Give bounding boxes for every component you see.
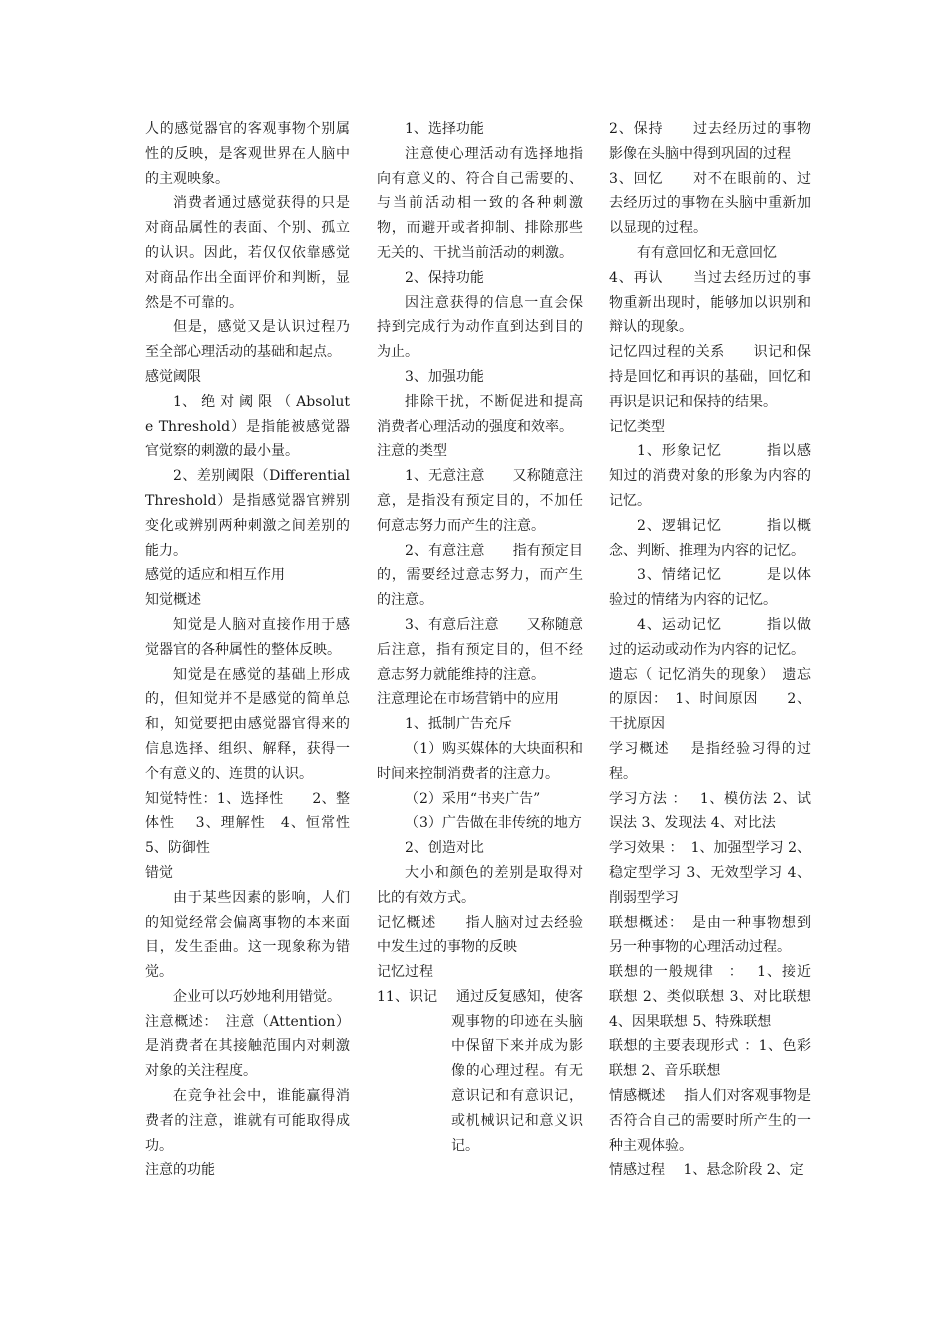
paragraph: 记忆过程 xyxy=(377,964,433,981)
paragraph: 消费者通过感觉获得的只是对商品属性的表面、个别、孤立的认识。因此，若仅仅依靠感觉对商品作出全面评价和判断，显然是不可靠的。 xyxy=(145,195,350,311)
paragraph: 知觉是在感觉的基础上形成的，但知觉并不是感觉的简单总和，知觉要把由感觉器官得来的信息选择、组织、解释，获得一个有意义的、连贯的认识。 xyxy=(145,666,350,782)
paragraph: 学习方法 ： 1、模仿法 2、试误法 3、发现法 4、对比法 xyxy=(609,790,811,832)
paragraph: 大小和颜色的差别是取得对比的有效方式。 xyxy=(377,864,583,906)
paragraph: 注意概述： 注意（Attention）是消费者在其接触范围内对刺激对象的关注程度。 xyxy=(145,1013,350,1080)
paragraph: 错觉 xyxy=(145,864,173,881)
text-column-3 xyxy=(609,117,811,1183)
paragraph: 2、创造对比 xyxy=(405,840,484,857)
paragraph: 知觉概述 xyxy=(145,592,201,609)
paragraph: 2、逻辑记忆 指以概念、判断、推理为内容的记忆。 xyxy=(609,517,811,559)
paragraph: 联想的一般规律 ： 1、接近联想 2、类似联想 3、对比联想 4、因果联想 5、特殊联想 xyxy=(609,964,811,1030)
paragraph: 感觉阈限 xyxy=(145,368,201,385)
paragraph: 2、有意注意 指有预定目的，需要经过意志努力，而产生的注意。 xyxy=(377,542,583,609)
paragraph: 联想概述： 是由一种事物想到另一种事物的心理活动过程。 xyxy=(609,914,811,956)
paragraph: （3）广告做在非传统的地方 xyxy=(405,815,582,832)
text-column-2 xyxy=(377,117,583,1158)
paragraph: 1、 绝 对 阈 限 （ Absolute Threshold）是指能被感觉器官觉察的刺激的最小量。 xyxy=(145,393,350,460)
paragraph: 人的感觉器官的客观事物个别属性的反映，是客观世界在人脑中的主观映象。 xyxy=(145,121,350,187)
paragraph: 知觉特性：1、选择性 2、整体性 3、理解性 4、恒常性 5、防御性 xyxy=(145,790,364,857)
paragraph: 知觉是人脑对直接作用于感觉器官的各种属性的整体反映。 xyxy=(145,616,350,658)
paragraph: 学习效果 ： 1、加强型学习 2、稳定型学习 3、无效型学习 4、削弱型学习 xyxy=(609,840,811,906)
paragraph: 注意的类型 xyxy=(377,443,447,460)
paragraph: 2、差别阈限（Differential Threshold）是指感觉器官辨别变化或辨别两种刺激之间差别的能力。 xyxy=(145,468,350,559)
paragraph: 记忆类型 xyxy=(609,418,665,435)
paragraph: （2）采用“书夹广告” xyxy=(405,790,541,807)
paragraph: 3、有意后注意 又称随意后注意，指有预定目的，但不经意志努力就能维持的注意。 xyxy=(377,616,583,683)
paragraph: 注意使心理活动有选择地指向有意义的、符合自己需要的、与当前活动相一致的各种刺激物，而避开或者抑制、排除那些无关的、干扰当前活动的刺激。 xyxy=(377,145,583,261)
paragraph: 11、识记 通过反复感知，使客观事物的印迹在头脑中保留下来并成为影像的心理过程。有无意识记和有意识记，或机械识记和意义识记。 xyxy=(377,988,583,1154)
paragraph: 情感概述 指人们对客观事物是否符合自己的需要时所产生的一种主观体验。 xyxy=(609,1088,811,1154)
paragraph: 但是，感觉又是认识过程乃至全部心理活动的基础和起点。 xyxy=(145,319,350,361)
paragraph: 联想的主要表现形式 ：1、色彩联想 2、音乐联想 xyxy=(609,1038,811,1080)
paragraph: 1、抵制广告充斥 xyxy=(405,716,512,733)
paragraph: 3、加强功能 xyxy=(405,368,484,385)
paragraph: 感觉的适应和相互作用 xyxy=(145,567,285,584)
paragraph: （1）购买媒体的大块面积和时间来控制消费者的注意力。 xyxy=(377,740,583,782)
text-column-1 xyxy=(145,117,364,1183)
paragraph: 3、情绪记忆 是以体验过的情绪为内容的记忆。 xyxy=(609,567,811,609)
paragraph: 3、回忆 对不在眼前的、过去经历过的事物在头脑中重新加以显现的过程。 xyxy=(609,170,811,237)
paragraph: 有有意回忆和无意回忆 xyxy=(637,244,777,261)
paragraph: 在竞争社会中，谁能赢得消费者的注意，谁就有可能取得成功。 xyxy=(145,1088,350,1154)
paragraph: 记忆概述 指人脑对过去经验中发生过的事物的反映 xyxy=(377,914,583,956)
paragraph: 1、形象记忆 指以感知过的消费对象的形象为内容的记忆。 xyxy=(609,443,811,509)
paragraph: 注意的功能 xyxy=(145,1162,215,1179)
paragraph: 排除干扰，不断促进和提高消费者心理活动的强度和效率。 xyxy=(377,393,583,435)
paragraph: 因注意获得的信息一直会保持到完成行为动作直到达到目的为止。 xyxy=(377,294,583,361)
paragraph: 2、保持功能 xyxy=(405,269,484,286)
paragraph: 遗忘（ 记忆消失的现象） 遗忘的原因： 1、时间原因 2、干扰原因 xyxy=(609,666,811,733)
paragraph: 4、再认 当过去经历过的事物重新出现时，能够加以识别和辩认的现象。 xyxy=(609,269,811,336)
paragraph: 1、无意注意 又称随意注意，是指没有预定目的，不加任何意志努力而产生的注意。 xyxy=(377,468,583,534)
paragraph: 1、选择功能 xyxy=(405,121,484,137)
paragraph: 学习概述 是指经验习得的过程。 xyxy=(609,740,811,782)
paragraph: 记忆四过程的关系 识记和保持是回忆和再识的基础，回忆和再识是识记和保持的结果。 xyxy=(609,344,811,410)
paragraph: 情感过程 1、悬念阶段 2、定 xyxy=(609,1162,804,1179)
paragraph: 注意理论在市场营销中的应用 xyxy=(377,691,559,708)
paragraph: 由于某些因素的影响，人们的知觉经常会偏离事物的本来面目，发生歪曲。这一现象称为错觉。 xyxy=(145,889,350,981)
paragraph: 企业可以巧妙地利用错觉。 xyxy=(173,988,341,1005)
paragraph: 2、保持 过去经历过的事物影像在头脑中得到巩固的过程 xyxy=(609,121,811,162)
paragraph: 4、运动记忆 指以做过的运动或动作为内容的记忆。 xyxy=(609,616,811,658)
